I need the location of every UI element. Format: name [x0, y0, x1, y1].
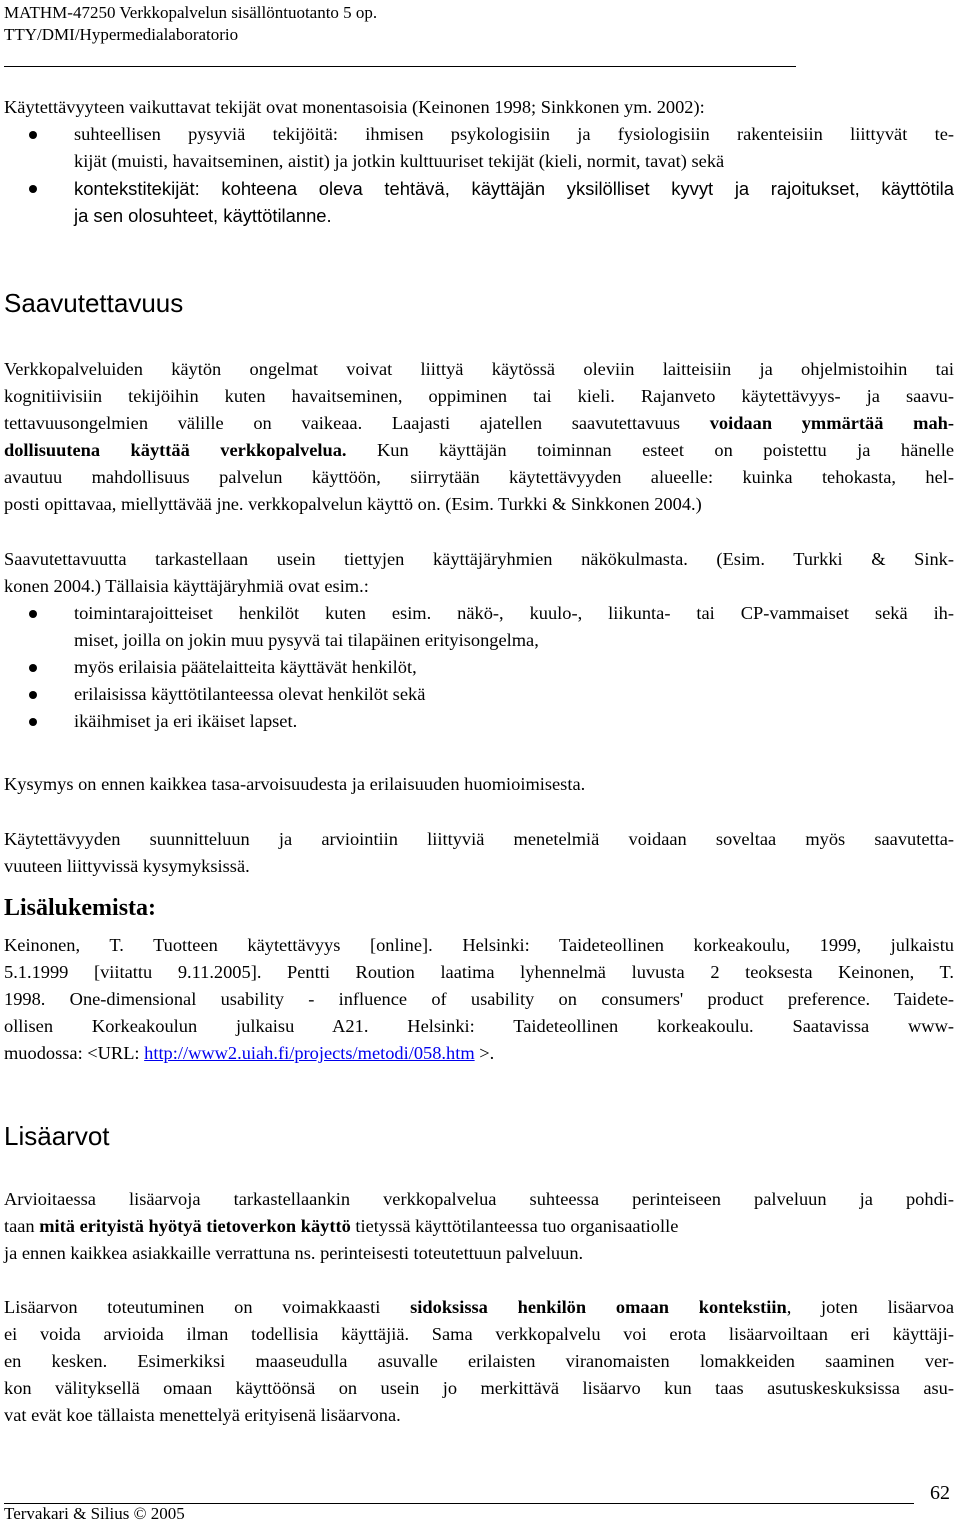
section-heading-lisaarvot: Lisäarvot	[4, 1121, 110, 1151]
intro-lead: Käytettävyyteen vaikuttavat tekijät ovat monentasoisia (Keinonen 1998; Sinkkonen ym. 2002):	[4, 97, 705, 117]
section-heading-saavutettavuus: Saavutettavuus	[4, 288, 184, 318]
list-item: suhteellisen pysyviä tekijöitä: ihmisen psykologisiin ja fysiologisiin rakenteisiin liittyvät te- kijät (muisti, havaitseminen, aistit) ja jotkin kulttuuriset tekijät (kieli, normit, tavat) sekä	[4, 121, 954, 175]
page-number: 62	[930, 1482, 950, 1504]
list-item: ikäihmiset ja eri ikäiset lapset.	[4, 708, 954, 735]
bullet-icon	[29, 185, 37, 193]
list-item: myös erilaisia päätelaitteita käyttävät henkilöt,	[4, 654, 954, 681]
emphasis-text: mitä erityistä hyötyä tietoverkon käyttö	[39, 1216, 351, 1236]
bullet-icon	[29, 691, 37, 699]
factor-list	[4, 121, 954, 229]
department: TTY/DMI/Hypermedialaboratorio	[4, 25, 239, 44]
list-item: erilaisissa käyttötilanteessa olevat henkilöt sekä	[4, 681, 954, 708]
bullet-icon	[29, 131, 37, 139]
saavutettavuus-paragraph-4: Käytettävyyden suunnitteluun ja arviointiin liittyviä menetelmiä voidaan soveltaa myös saavutetta- vuuteen liittyvissä kysymyksissä.	[4, 829, 954, 876]
section-heading-lisalukemista: Lisälukemista:	[4, 895, 157, 921]
reference-link[interactable]: http://www2.uiah.fi/projects/metodi/058.htm	[144, 1043, 475, 1063]
saavutettavuus-paragraph-3: Kysymys on ennen kaikkea tasa-arvoisuudesta ja erilaisuuden huomioimisesta.	[4, 774, 586, 794]
page-header	[4, 2, 377, 46]
bullet-icon	[29, 664, 37, 672]
user-group-list	[4, 600, 954, 735]
bullet-icon	[29, 610, 37, 618]
course-title: MATHM-47250 Verkkopalvelun sisällöntuotanto 5 op.	[4, 3, 378, 22]
footer-authors: Tervakari & Silius © 2005	[4, 1504, 185, 1523]
emphasis-text: sidoksissa henkilön omaan kontekstiin	[410, 1297, 787, 1317]
emphasis-text: dollisuutena käyttää verkkopalvelua.	[4, 440, 347, 460]
saavutettavuus-paragraph-2: Saavutettavuutta tarkastellaan usein tiettyjen käyttäjäryhmien näkökulmasta. (Esim. Turkki & Sink- konen 2004.) Tällaisia käyttäjäryhmiä ovat esim.: toimintarajoitteiset henkilöt kuten esim. näkö-, kuulo-, liikunta- tai CP-vammaiset sekä ih- miset, joilla on jokin muu pysyvä tai tilapäinen erityisongelma, myös erilaisia päätelaitteita käyttävät henkilöt, erilaisissa käyttötilanteessa olevat henkilöt sekä ikäihmiset ja eri ikäiset lapset.	[4, 546, 954, 735]
header-rule	[4, 66, 796, 67]
bullet-icon	[29, 718, 37, 726]
saavutettavuus-paragraph-1: Verkkopalveluiden käytön ongelmat voivat liittyä käytössä oleviin laitteisiin ja ohjelmistoihin tai kognitiivisiin tekijöihin kuten havaitseminen, oppiminen tai kieli. Rajanveto käytettävyys- ja saavu- tettavuusongelmien välille on vaikeaa. Laajasti ajatellen saavutettavuus voidaan ymmärtää mah- dollisuutena käyttää verkkopalvelua. Kun käyttäjän toiminnan esteet on poistettu ja hänelle avautuu mahdollisuus palvelun käyttöön, siirrytään käytettävyyden alueelle: kuinka tehokasta, hel- posti opittavaa, miellyttävää jne. verkkopalvelun käyttö on. (Esim. Turkki & Sinkkonen 2004.)	[4, 359, 954, 514]
lisaarvot-paragraph-2: Lisäarvon toteutuminen on voimakkaasti sidoksissa henkilön omaan kontekstiin, joten lisäarvoa ei voida arvioida ilman todellisia käyttäjiä. Sama verkkopalvelu voi erota lisäarvoiltaan eri käyttäji- en kesken. Esimerkiksi maaseudulla asuvalle erilaisten viranomaisten lomakkeiden saaminen ver- kon välityksellä omaan käyttöönsä on usein jo merkittävä lisäarvo kun taas asutuskeskuksissa asu- vat evät koe tällaista menettelyä erityisenä lisäarvona.	[4, 1297, 954, 1425]
emphasis-text: voidaan ymmärtää mah-	[709, 413, 954, 433]
list-item: toimintarajoitteiset henkilöt kuten esim. näkö-, kuulo-, liikunta- tai CP-vammaiset sekä ih- miset, joilla on jokin muu pysyvä tai tilapäinen erityisongelma,	[4, 600, 954, 654]
intro-block	[4, 94, 954, 229]
lisaarvot-paragraph-1: Arvioitaessa lisäarvoja tarkastellaankin verkkopalvelua suhteessa perinteiseen palveluun ja pohdi- taan mitä erityistä hyötyä tietoverkon käyttö tietyssä käyttötilanteessa tuo organisaatiolle ja ennen kaikkea asiakkaille verrattuna ns. perinteisesti toteutettuun palveluun.	[4, 1189, 954, 1263]
reference-paragraph: Keinonen, T. Tuotteen käytettävyys [online]. Helsinki: Taideteollinen korkeakoulu, 1999, julkaistu 5.1.1999 [viitattu 9.11.2005]. Pentti Roution laatima lyhennelmä luvusta 2 teoksesta Keinonen, T. 1998. One-dimensional usability - influence of usability on consumers' product preference. Taidete- ollisen Korkeakoulun julkaisu A21. Helsinki: Taideteollinen korkeakoulu. Saatavissa www- muodossa: <URL: http://www2.uiah.fi/projects/metodi/058.htm >.	[4, 935, 954, 1063]
list-item: kontekstitekijät: kohteena oleva tehtävä, käyttäjän yksilölliset kyvyt ja rajoitukset, käyttötila ja sen olosuhteet, käyttötilanne.	[4, 175, 954, 229]
